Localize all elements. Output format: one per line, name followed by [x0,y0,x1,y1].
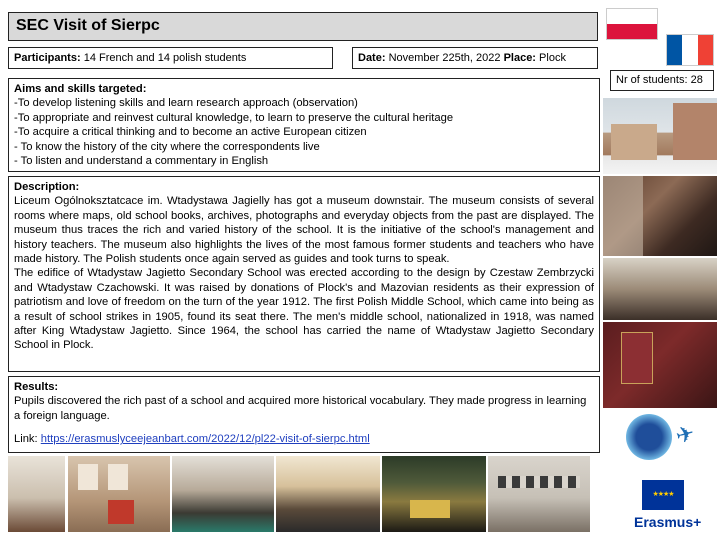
exhibit-photos-photo [68,456,170,532]
france-flag-icon [666,34,714,66]
students-museum-photo [603,176,717,256]
page-title: SEC Visit of Sierpc [8,12,598,41]
aims-box [8,78,600,172]
description-paragraph: Liceum Ogólnoksztatcace im. Wtadystawa Jagielly has got a museum downstair. The museum consists of several rooms where maps, old school books, archives, photographs and everyday objects from the past are displayed. The museum thus traces the rich and varied history of the school. It is the initiative of the school's management and history teachers. The museum also highlights the lives of the most famous former students and teachers who have made history. The Polish students once again served as guides and took turns to speak. [14,195,594,266]
description-heading: Description: [14,181,80,193]
students-corridor-photo [172,456,274,532]
poland-flag-icon [606,8,658,40]
student-count-box: Nr of students: 28 [610,70,714,91]
results-box [8,376,600,453]
participants-box: Participants: 14 French and 14 polish students [8,47,333,69]
aim-item: - To listen and understand a commentary in English [14,155,269,168]
group-visit-photo [603,258,717,320]
hallway-photo [8,456,65,532]
aim-item: -To develop listening skills and learn research approach (observation) [14,97,358,110]
museum-room-photo [276,456,380,532]
display-case-photo [382,456,486,532]
aim-item: -To appropriate and reinvest cultural knowledge, to learn to preserve the cultural heritage [14,111,454,124]
erasmus-logo-label: Erasmus+ [634,514,702,530]
passport-document-photo [603,322,717,408]
description-paragraph: The edifice of Wtadystaw Jagietto Secondary School was erected according to the design by Czestaw Zembrzycki and Wtadystaw Czachowski. It was raised by donations of Plock's and Mazovian residents as their expression of patriotism and love of freedom on the turn of the year 1912. The first Polish Middle School, which came into being as a result of school strikes in 1905, found its seat there. The men's middle school, nationalized in 1918, was named after King Wtadystaw Jagietto. Since 1964, the school has carried the name of Wtadystaw Jagietto Secondary School in Plock. [14,267,594,352]
aims-heading: Aims and skills targeted: [14,83,147,95]
school-building-photo [603,98,717,174]
portraits-wall-photo [488,456,590,532]
results-text: Pupils discovered the rich past of a school and acquired more historical vocabulary. They made progress in learning a foreign language. [14,395,587,422]
link-row: Link: https://erasmuslyceejeanbart.com/2022/12/pl22-visit-of-sierpc.html [14,433,370,446]
aim-item: -To acquire a critical thinking and to become an active European citizen [14,126,367,139]
results-heading: Results: [14,381,59,393]
airplane-icon: ✈ [672,420,698,449]
eu-flag-icon: ★★★★ [642,480,684,510]
description-box [8,176,600,372]
article-link[interactable]: https://erasmuslyceejeanbart.com/2022/12/pl22-visit-of-sierpc.html [40,433,370,446]
date-place-box: Date: November 225th, 2022 Place: Plock [352,47,598,69]
aim-item: - To know the history of the city where the correspondents live [14,140,320,153]
project-logo-icon [626,414,672,460]
